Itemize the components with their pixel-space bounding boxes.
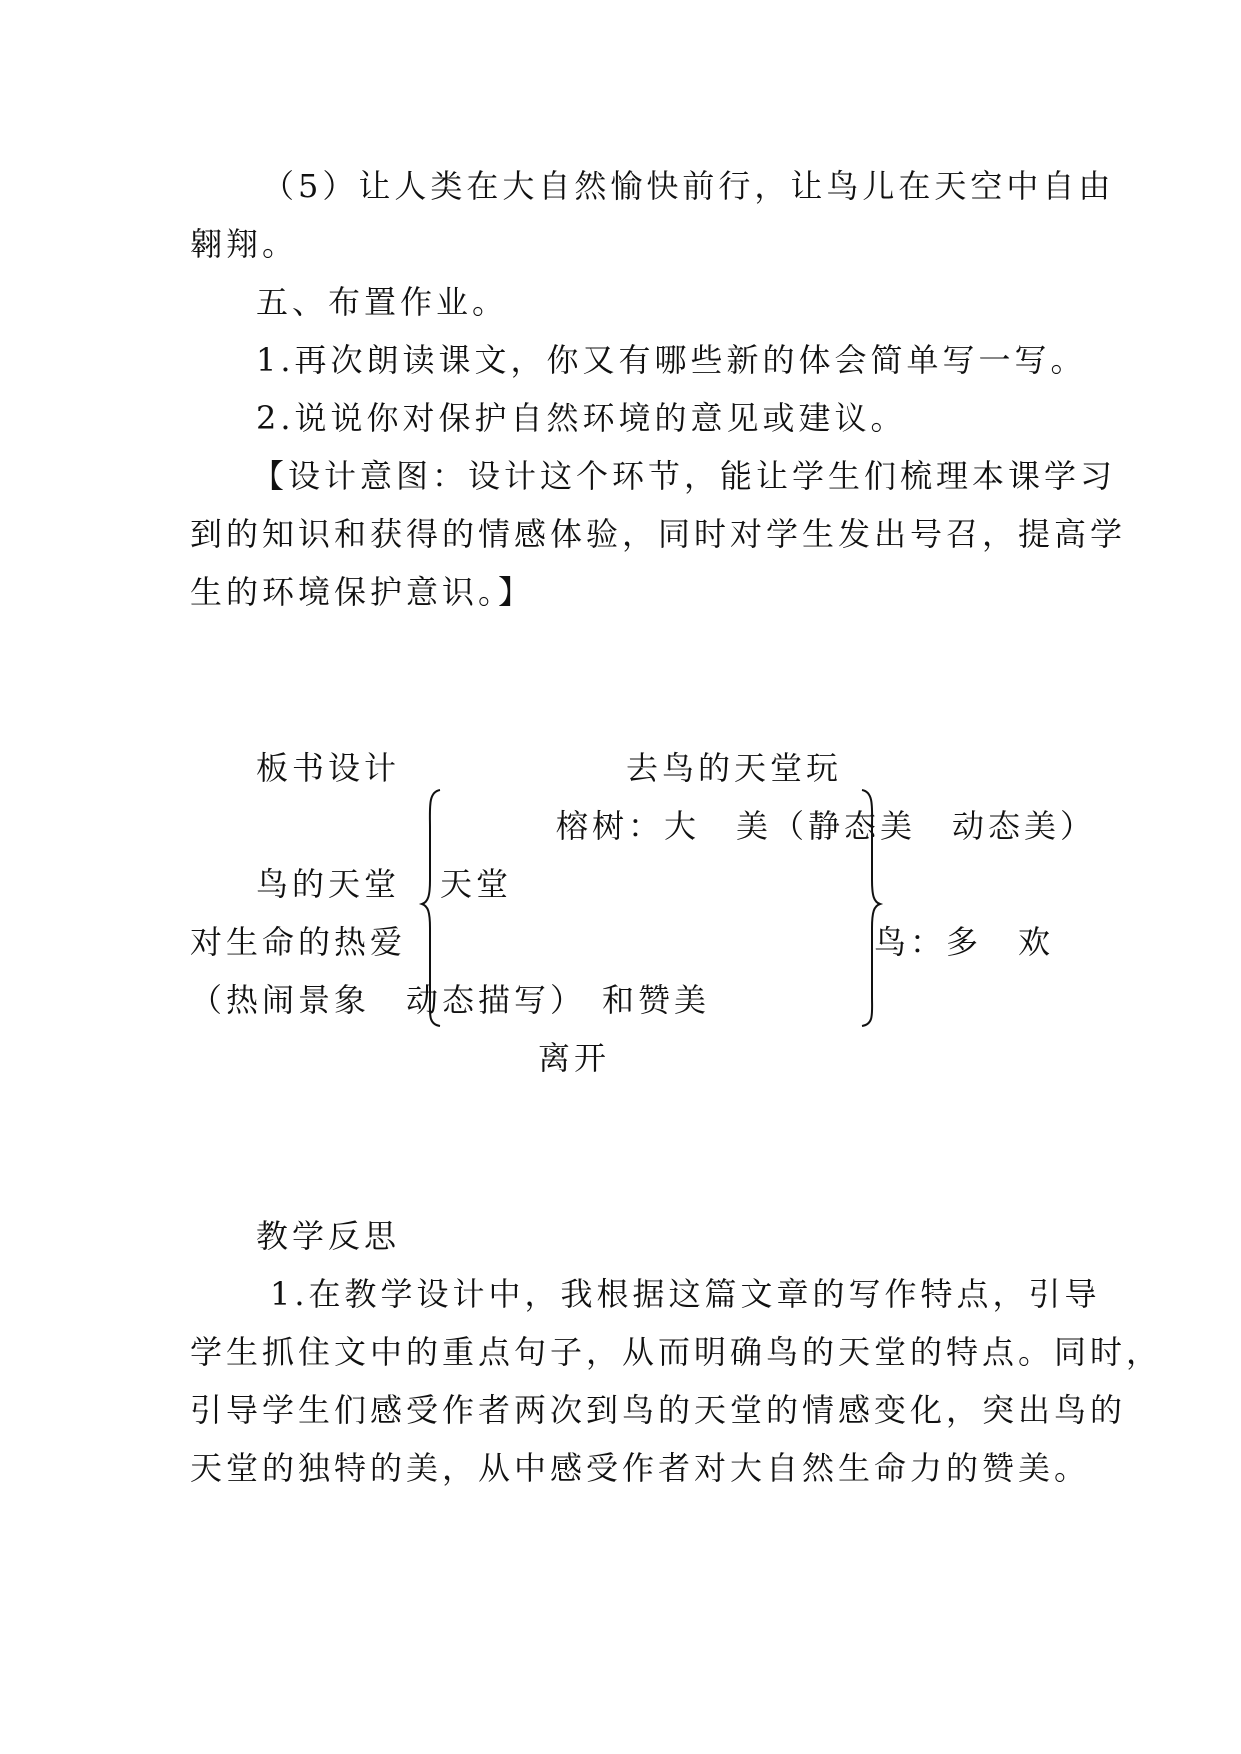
reflection-line-1: 1.在教学设计中，我根据这篇文章的写作特点，引导 — [270, 1275, 1101, 1313]
right-brace — [856, 788, 886, 1028]
reflection-line-2: 学生抓住文中的重点句子，从而明确鸟的天堂的特点。同时， — [190, 1333, 1163, 1371]
board-title: 去鸟的天堂玩 — [626, 749, 843, 787]
design-intent-line-1: 【设计意图：设计这个环节，能让学生们梳理本课学习 — [252, 457, 1117, 495]
board-birds-heaven: 鸟的天堂 — [256, 865, 401, 903]
board-love-of-life: 对生命的热爱 — [190, 923, 407, 961]
left-brace — [418, 788, 448, 1028]
board-design-label: 板书设计 — [256, 749, 401, 787]
board-leave: 离开 — [538, 1039, 611, 1077]
board-banyan: 榕树：大 美（静态美 动态美） — [556, 807, 1097, 845]
reflection-line-4: 天堂的独特的美，从中感受作者对大自然生命力的赞美。 — [190, 1449, 1091, 1487]
board-lively-scene: （热闹景象 动态描写） — [190, 981, 587, 1019]
homework-heading: 五、布置作业。 — [256, 283, 509, 321]
reflection-heading: 教学反思 — [256, 1217, 401, 1255]
board-praise: 和赞美 — [602, 981, 711, 1019]
design-intent-line-2: 到的知识和获得的情感体验，同时对学生发出号召，提高学 — [190, 515, 1127, 553]
board-birds: 鸟：多 欢 — [874, 923, 1055, 961]
item-5-line-1: （5）让人类在大自然愉快前行，让鸟儿在天空中自由 — [262, 167, 1115, 205]
design-intent-line-3: 生的环境保护意识。】 — [190, 573, 535, 611]
homework-item-1: 1.再次朗读课文，你又有哪些新的体会简单写一写。 — [256, 341, 1087, 379]
board-heaven: 天堂 — [440, 865, 513, 903]
item-5-line-2: 翱翔。 — [190, 225, 299, 263]
reflection-line-3: 引导学生们感受作者两次到鸟的天堂的情感变化，突出鸟的 — [190, 1391, 1127, 1429]
homework-item-2: 2.说说你对保护自然环境的意见或建议。 — [256, 399, 907, 437]
